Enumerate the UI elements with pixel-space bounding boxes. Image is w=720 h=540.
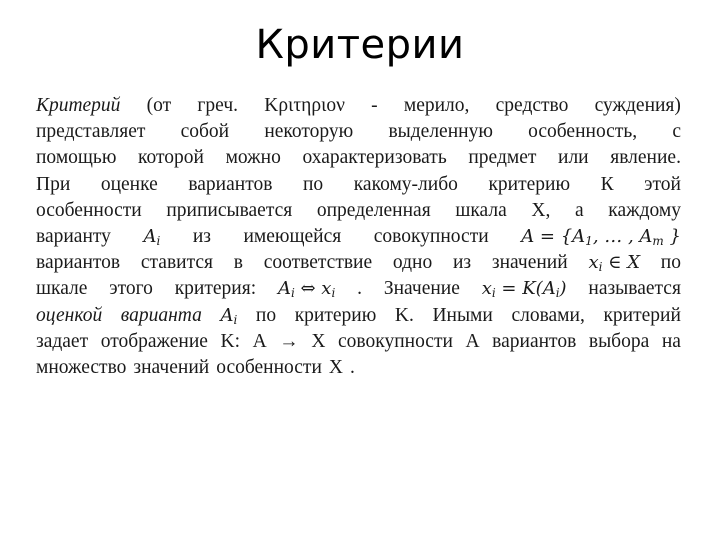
word: можно (225, 147, 281, 169)
word: оценке (100, 173, 158, 195)
text-line (36, 145, 681, 171)
word: а (574, 199, 584, 221)
math-xi-equals-k: $x_i = K(A_i)$ (481, 278, 567, 301)
word: ставится (140, 252, 213, 274)
word: совокупности (373, 225, 489, 247)
word: выбора (588, 330, 650, 352)
word: которой (138, 147, 204, 169)
text-line (36, 303, 681, 329)
word: предмет (468, 147, 537, 169)
word: средство (495, 95, 569, 116)
word: суждения) (594, 95, 681, 116)
word: в (233, 252, 243, 274)
word: Иными (432, 304, 493, 326)
term-word: оценкой (36, 304, 103, 326)
word: имеющейся (243, 225, 342, 247)
word: множество (36, 356, 127, 378)
text-line (36, 355, 681, 381)
word: охарактеризовать (302, 147, 447, 169)
word: (от (146, 95, 172, 116)
word: вариантов (36, 252, 121, 274)
word: особенности (216, 356, 322, 378)
text-line (36, 224, 681, 250)
slide-title: Критерии (255, 22, 465, 68)
word: критерию (488, 173, 571, 195)
word: словами, (511, 304, 585, 326)
word: К (600, 173, 614, 195)
word: вариантов (492, 330, 577, 352)
word: A (252, 330, 267, 352)
word: - (371, 95, 378, 116)
word: собой (180, 121, 230, 143)
word: какому-либо (353, 173, 458, 195)
word: критерия: (174, 278, 257, 300)
word: выделенную (388, 121, 493, 143)
text-line (36, 93, 681, 119)
math-variant-ai: $A_i$ (143, 225, 161, 248)
word: отображение (100, 330, 208, 352)
math-ai-equiv-xi: $A_i$ ⇔ $x_i$ (277, 278, 336, 301)
word: этой (644, 173, 681, 195)
word: Значение (383, 278, 460, 300)
word: с (672, 121, 681, 143)
word: соответствие (263, 252, 373, 274)
greek-word: Κριτηριον (264, 95, 345, 116)
word: значений (133, 356, 210, 378)
word: этого (109, 278, 153, 300)
text-line (36, 329, 681, 355)
word: приписывается (166, 199, 293, 221)
word: шкале (36, 278, 88, 300)
word: шкала (455, 199, 507, 221)
word: X, (531, 199, 551, 221)
word: При (36, 173, 71, 195)
word: греч. (197, 95, 239, 116)
word: особенности (36, 199, 142, 221)
definition-paragraph (36, 93, 681, 381)
word: по (303, 173, 324, 195)
word: A (465, 330, 480, 352)
math-set-a: $A = \{A_1$, … , $A_m$ } (521, 225, 681, 248)
word: особенность, (528, 121, 638, 143)
word: K. (394, 304, 414, 326)
word: представляет (36, 121, 146, 143)
word: одно (392, 252, 433, 274)
word: на (661, 330, 681, 352)
math-xi-in-x: $x_i$ ∈ X (588, 252, 641, 275)
word: вариантов (188, 173, 273, 195)
word: определенная (316, 199, 431, 221)
text-line (36, 172, 681, 198)
word: или (558, 147, 589, 169)
math-variant-ai: $A_i$ (220, 304, 238, 327)
word: критерию (294, 304, 377, 326)
arrow-symbol: → (279, 330, 299, 352)
word: явление. (610, 147, 681, 169)
word: варианту (36, 225, 111, 247)
word: совокупности (338, 330, 453, 352)
word: мерило, (403, 95, 470, 116)
word: X (311, 330, 326, 352)
word: . (349, 356, 355, 378)
word: из (452, 252, 472, 274)
word: по (255, 304, 277, 326)
text-line (36, 276, 681, 302)
term-word: Критерий (36, 95, 121, 116)
word: X (328, 356, 343, 378)
word: значений (491, 252, 568, 274)
text-line (36, 250, 681, 276)
word: некоторую (264, 121, 354, 143)
word: называется (588, 278, 681, 300)
word: . (357, 278, 362, 300)
word: задает (36, 330, 89, 352)
word: каждому (608, 199, 681, 221)
text-line (36, 198, 681, 224)
word: критерий (603, 304, 681, 326)
text-line (36, 119, 681, 145)
word: по (660, 252, 681, 274)
word: помощью (36, 147, 117, 169)
word: из (192, 225, 211, 247)
term-word: варианта (120, 304, 202, 326)
word: K: (220, 330, 241, 352)
